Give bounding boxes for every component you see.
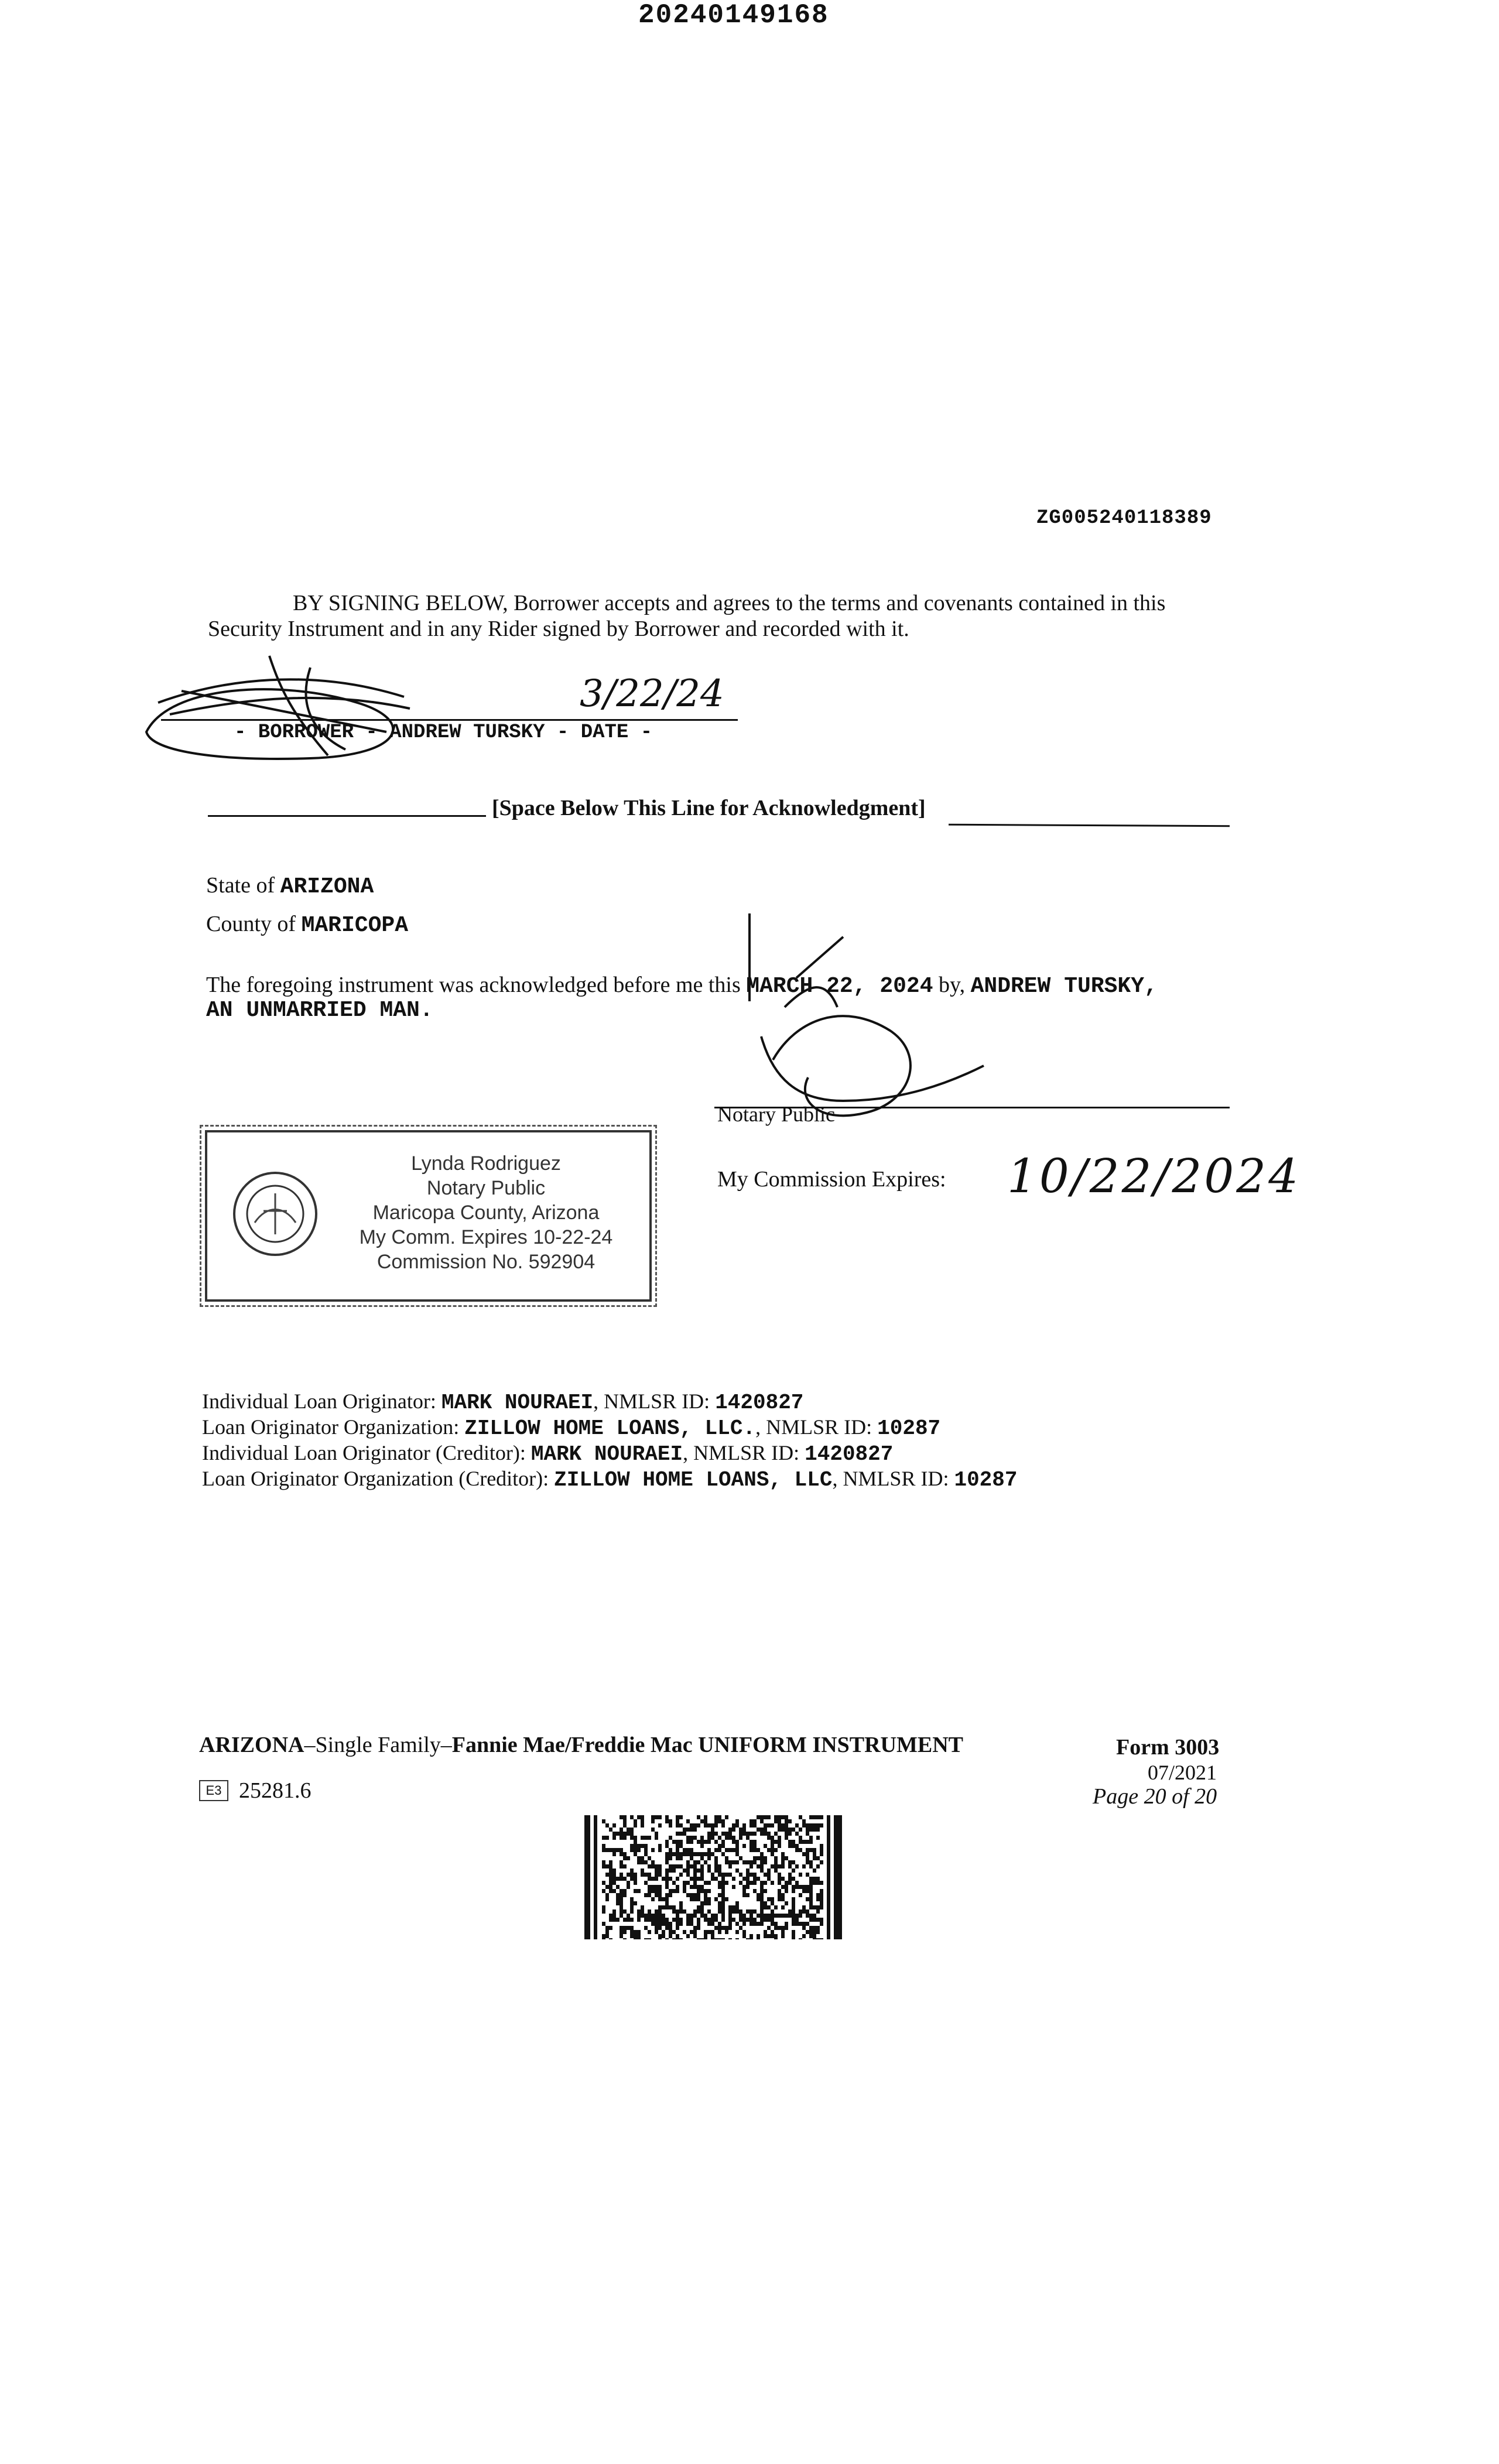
lo-label: Individual Loan Originator: (202, 1390, 436, 1413)
form-number: Form 3003 (1116, 1735, 1220, 1760)
lo-value: ZILLOW HOME LOANS, LLC. (464, 1416, 756, 1440)
lo-value: MARK NOURAEI (531, 1442, 683, 1466)
state-value: ARIZONA (280, 874, 374, 899)
notary-public-label: Notary Public (717, 1103, 835, 1126)
acknowledgment-prefix: The foregoing instrument was acknowledged before me this (206, 973, 741, 997)
loan-originator-row (202, 1466, 1018, 1492)
loan-originator-row (202, 1415, 940, 1440)
divider-line-left (208, 815, 486, 817)
loan-originator-row (202, 1389, 803, 1415)
lo-id: 10287 (877, 1416, 941, 1440)
stamp-expires: My Comm. Expires 10-22-24 (359, 1226, 613, 1248)
page-number: Page 20 of 20 (1093, 1784, 1217, 1809)
lo-id: 1420827 (715, 1391, 804, 1415)
footer-title (199, 1732, 963, 1758)
stamp-commission-number: Commission No. 592904 (377, 1251, 596, 1273)
signature-paragraph-line1: BY SIGNING BELOW, Borrower accepts and agrees to the terms and covenants contained in this (293, 591, 1166, 615)
commission-expires-date-handwritten: 10/22/2024 (1007, 1149, 1301, 1203)
lo-id-label: , NMLSR ID: (593, 1390, 710, 1413)
loan-number: ZG005240118389 (1036, 507, 1212, 529)
document-number: 20240149168 (638, 0, 829, 30)
acknowledgment-divider-text: [Space Below This Line for Acknowledgment] (492, 796, 926, 820)
barcode-icon (584, 1815, 842, 1939)
footer-state: ARIZONA (199, 1733, 304, 1757)
signature-paragraph-line2: Security Instrument and in any Rider signed by Borrower and recorded with it. (208, 617, 909, 641)
acknowledgment-name: ANDREW TURSKY, (970, 974, 1158, 999)
lo-label: Loan Originator Organization: (202, 1415, 460, 1439)
county-value: MARICOPA (301, 913, 408, 938)
lo-id-label: , NMLSR ID: (755, 1415, 872, 1439)
form-code: 25281.6 (239, 1778, 312, 1803)
county-row (206, 911, 408, 938)
state-label: State of (206, 873, 275, 898)
footer-desc: –Single Family– (304, 1733, 452, 1757)
commission-expires-label: My Commission Expires: (717, 1167, 946, 1192)
form-date: 07/2021 (1148, 1761, 1217, 1784)
notary-stamp-text (345, 1151, 627, 1274)
acknowledgment-line1 (206, 972, 1158, 999)
county-label: County of (206, 912, 296, 936)
loan-originator-row (202, 1440, 893, 1466)
lo-id: 1420827 (805, 1442, 894, 1466)
lo-label: Loan Originator Organization (Creditor): (202, 1467, 549, 1490)
signature-date-handwritten: 3/22/24 (580, 672, 724, 716)
acknowledgment-by: by, (939, 973, 966, 997)
stamp-notary-name: Lynda Rodriguez (411, 1152, 561, 1175)
footer-instrument: Fannie Mae/Freddie Mac UNIFORM INSTRUMENT (451, 1733, 963, 1757)
lo-id-label: , NMLSR ID: (683, 1441, 800, 1464)
borrower-signature (135, 644, 545, 761)
state-seal-icon (231, 1170, 319, 1258)
form-logo-icon: E3 (199, 1780, 228, 1801)
lo-id-label: , NMLSR ID: (832, 1467, 949, 1490)
acknowledgment-date: MARCH 22, 2024 (746, 974, 933, 999)
borrower-label: - BORROWER - ANDREW TURSKY - DATE - (234, 721, 653, 744)
lo-id: 10287 (954, 1468, 1018, 1492)
lo-label: Individual Loan Originator (Creditor): (202, 1441, 526, 1464)
stamp-notary-title: Notary Public (426, 1177, 546, 1199)
lo-value: ZILLOW HOME LOANS, LLC (554, 1468, 833, 1492)
acknowledgment-status: AN UNMARRIED MAN. (206, 998, 433, 1023)
divider-line-right (949, 824, 1230, 827)
lo-value: MARK NOURAEI (441, 1391, 594, 1415)
signature-line (161, 719, 738, 721)
signature-paragraph (208, 590, 1238, 642)
stamp-county: Maricopa County, Arizona (372, 1202, 600, 1224)
state-row (206, 872, 374, 899)
